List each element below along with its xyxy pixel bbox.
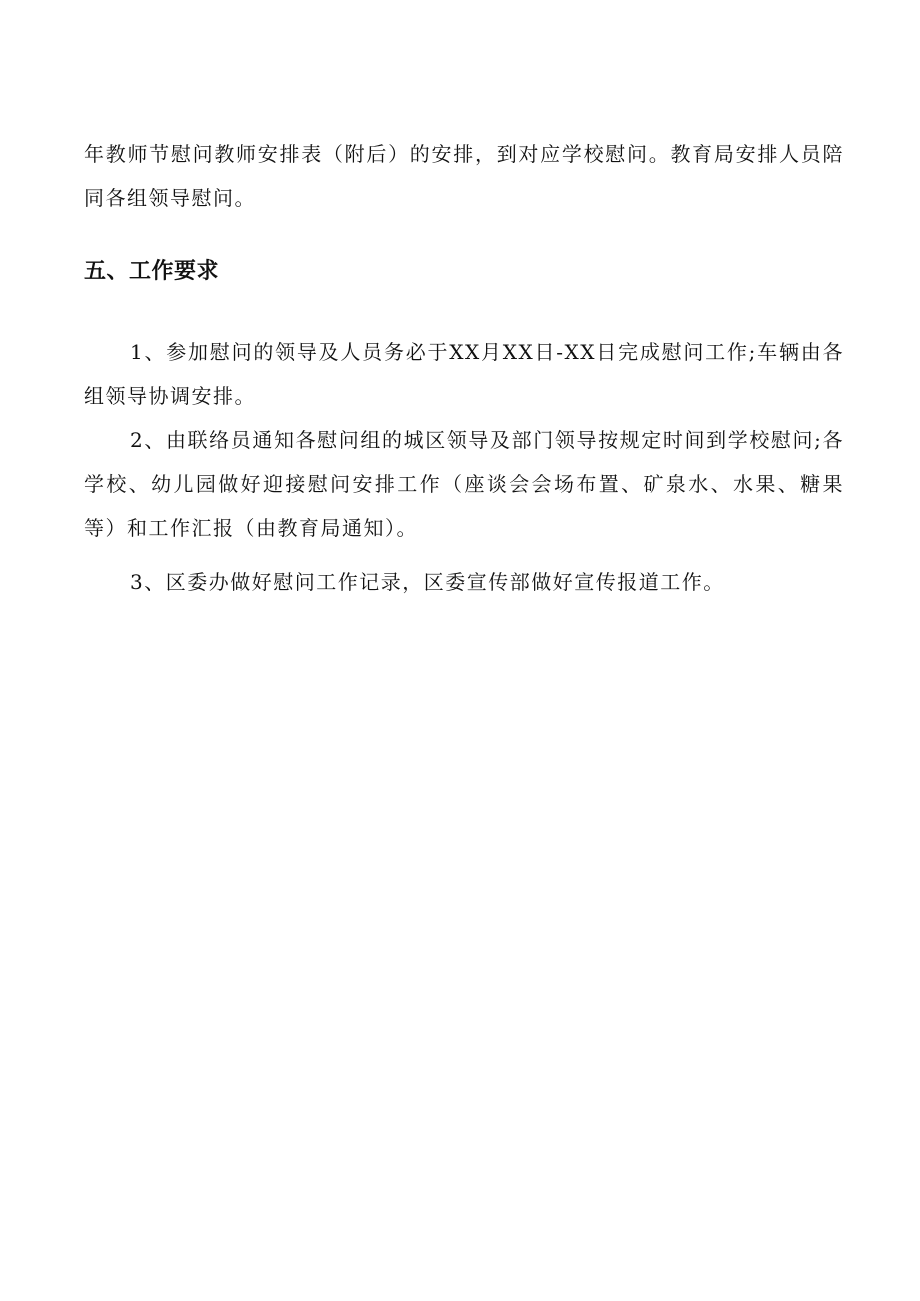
section-heading-work-requirements: 五、工作要求: [84, 259, 220, 284]
requirement-item-3: 3、区委办做好慰问工作记录，区委宣传部做好宣传报道工作。: [130, 570, 725, 594]
continuation-paragraph: 年教师节慰问教师安排表（附后）的安排，到对应学校慰问。教育局安排人员陪同各组领导慰问。: [84, 142, 844, 210]
requirement-item-1: 1、参加慰问的领导及人员务必于XX月XX日-XX日完成慰问工作;车辆由各组领导协调安排。: [84, 340, 844, 408]
requirement-item-2: 2、由联络员通知各慰问组的城区领导及部门领导按规定时间到学校慰问;各学校、幼儿园做好迎接慰问安排工作（座谈会会场布置、矿泉水、水果、糖果等）和工作汇报（由教育局通知）。: [84, 428, 844, 540]
